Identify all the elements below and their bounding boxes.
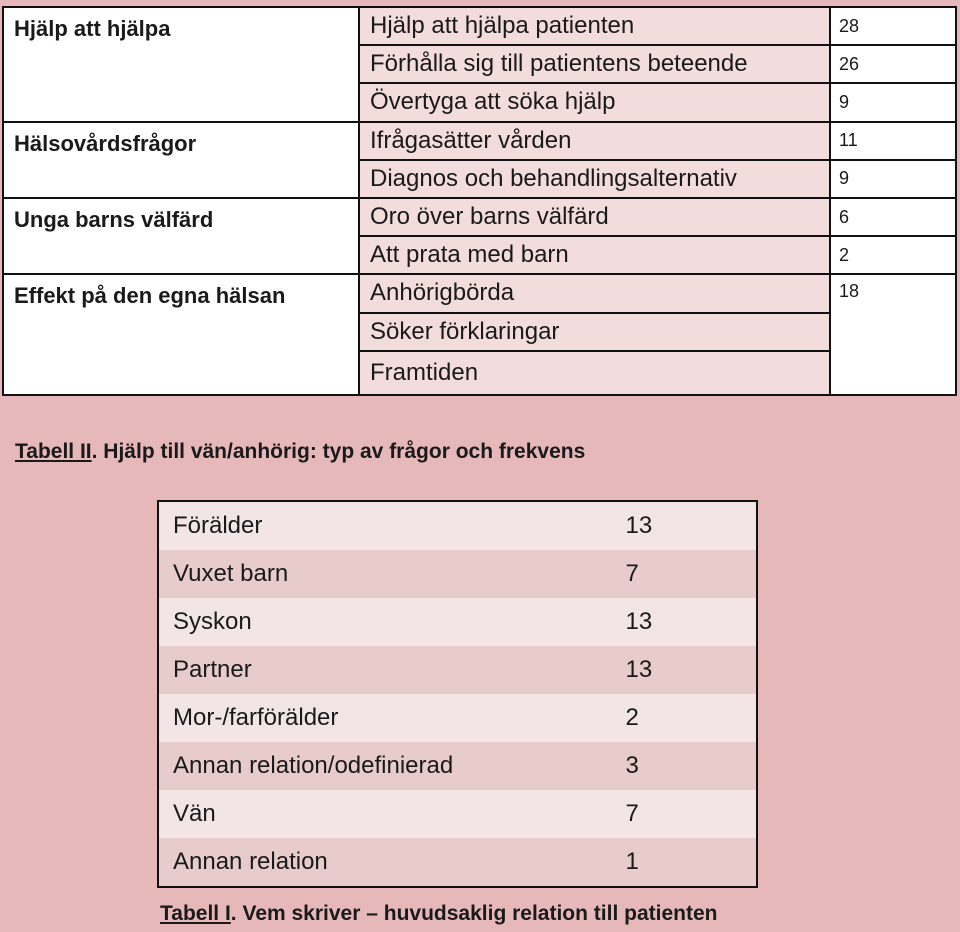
table-row [3,274,956,312]
relation-cell: Mor-/farförälder [158,694,612,742]
relation-cell: Vuxet barn [158,550,612,598]
count-cell: 6 [830,198,956,236]
count-cell: 13 [612,646,758,694]
relation-cell: Partner [158,646,612,694]
question-cell: Ifrågasätter vården [359,122,830,160]
table-row [158,838,757,887]
category-cell: Unga barns välfärd [3,198,359,274]
table-row [3,122,956,160]
caption-label: Tabell II [15,440,92,463]
table-row [158,501,757,550]
question-cell: Söker förklaringar [359,313,830,351]
question-cell: Förhålla sig till patientens beteende [359,45,830,83]
count-cell: 9 [830,160,956,198]
table-row [158,646,757,694]
caption-label: Tabell I [160,902,231,925]
question-cell: Att prata med barn [359,236,830,274]
table-row [158,598,757,646]
question-cell: Framtiden [359,351,830,395]
category-cell: Effekt på den egna hälsan [3,274,359,395]
table-row [158,550,757,598]
question-cell: Hjälp att hjälpa patienten [359,7,830,45]
count-cell: 2 [830,236,956,274]
count-cell: 26 [830,45,956,83]
count-cell: 28 [830,7,956,45]
count-cell: 11 [830,122,956,160]
table-row [158,742,757,790]
table-row [3,7,956,45]
count-cell: 7 [612,550,758,598]
question-types-table [2,6,957,396]
count-cell: 2 [612,694,758,742]
relation-cell: Syskon [158,598,612,646]
table-ii-caption [15,440,585,464]
count-cell: 13 [612,598,758,646]
category-cell: Hälsovårdsfrågor [3,122,359,198]
caption-text: . Hjälp till vän/anhörig: typ av frågor och frekvens [91,440,586,463]
relation-table [157,500,758,888]
table-row [158,694,757,742]
category-cell: Hjälp att hjälpa [3,7,359,122]
table-i-caption [160,902,717,926]
table-row [3,198,956,236]
relation-cell: Annan relation [158,838,612,887]
count-cell: 13 [612,501,758,550]
table-row [158,790,757,838]
question-cell: Anhörigbörda [359,274,830,312]
count-cell: 3 [612,742,758,790]
question-cell: Diagnos och behandlingsalternativ [359,160,830,198]
relation-cell: Förälder [158,501,612,550]
caption-text: . Vem skriver – huvudsaklig relation till patienten [230,902,718,925]
count-cell: 1 [612,838,758,887]
question-cell: Övertyga att söka hjälp [359,83,830,121]
relation-cell: Annan relation/odefinierad [158,742,612,790]
count-cell: 7 [612,790,758,838]
count-cell: 18 [830,274,956,395]
relation-cell: Vän [158,790,612,838]
question-cell: Oro över barns välfärd [359,198,830,236]
count-cell: 9 [830,83,956,121]
